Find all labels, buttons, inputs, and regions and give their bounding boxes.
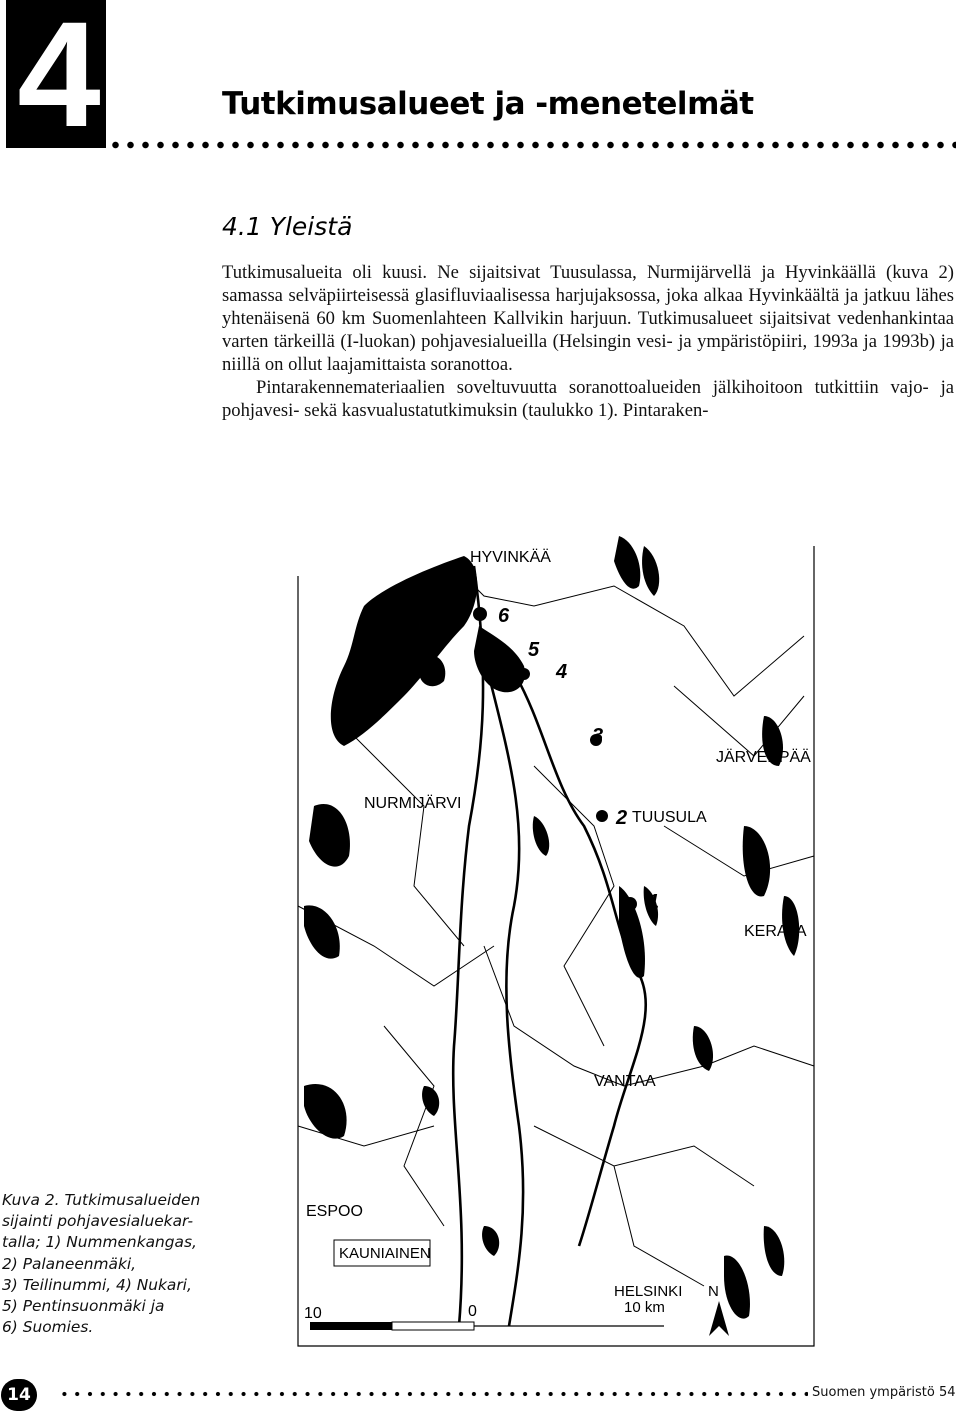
scale-left-label: 10 <box>304 1305 322 1322</box>
label-jarvenpaa: JÄRVENPÄÄ <box>716 749 811 766</box>
scale-unit-label: 10 km <box>624 1299 665 1316</box>
chapter-number: 4 <box>6 0 106 148</box>
label-hyvinkaa: HYVINKÄÄ <box>470 549 551 566</box>
scale-right-label: 0 <box>468 1303 477 1320</box>
caption-line: sijainti pohjavesialuekar- <box>2 1212 194 1231</box>
groundwater-map <box>284 526 824 1348</box>
label-kerava: KERAVA <box>744 923 807 940</box>
site-number-5: 5 <box>528 639 540 661</box>
site-number-6: 6 <box>498 605 510 627</box>
caption-line: 2) Palaneenmäki, <box>2 1254 137 1273</box>
site-number-4: 4 <box>556 661 568 683</box>
site-number-3: 3 <box>592 725 604 747</box>
caption-line: 6) Suomies. <box>2 1318 94 1337</box>
north-label: N <box>708 1283 719 1300</box>
figure-caption <box>2 1190 202 1338</box>
site-marker-1 <box>623 897 637 911</box>
roads <box>453 566 646 1326</box>
site-marker-5 <box>503 650 515 662</box>
page-number: 14 <box>1 1379 37 1411</box>
scale-bar-light <box>392 1322 474 1330</box>
label-nurmijarvi: NURMIJÄRVI <box>364 795 462 812</box>
caption-line: talla; 1) Nummenkangas, <box>2 1233 197 1252</box>
body-text <box>222 261 954 422</box>
caption-line: 3) Teilinummi, 4) Nukari, <box>2 1275 192 1294</box>
chapter-title: Tutkimusalueet ja -menetelmät <box>222 86 754 122</box>
caption-line: 5) Pentinsuonmäki ja <box>2 1297 165 1316</box>
site-marker-4 <box>518 668 530 680</box>
north-arrow-icon <box>709 1301 729 1336</box>
section-heading: 4.1 Yleistä <box>222 212 353 241</box>
label-tuusula: TUUSULA <box>632 809 707 826</box>
label-kauniainen: KAUNIAINEN <box>339 1245 431 1262</box>
site-marker-6 <box>473 607 487 621</box>
label-espoo: ESPOO <box>306 1203 363 1220</box>
paragraph-1: Tutkimusalueita oli kuusi. Ne sijaitsivat Tuusulassa, Nurmijärvellä ja Hyvinkäällä (kuva 2) samassa selväpiirteisessä glasifluviaalisessa harjujaksossa, joka alkaa Hyvinkäältä ja jatkuu lähes yhtenäisenä 60 km Suomenlahteen Kallvikin harjuun. Tutkimusalueet sijaitsivat vedenhankintaa varten tärkeillä (I-luokan) pohjavesialueilla (Helsingin vesi- ja ympäristöpiiri, 1993a ja 1993b) ja niillä on ollut laajamittaista soranottoa. <box>222 262 954 375</box>
site-marker-2 <box>596 810 608 822</box>
scale-bar-dark <box>310 1322 392 1330</box>
site-number-1: 1 <box>648 891 660 913</box>
label-vantaa: VANTAA <box>594 1073 656 1090</box>
dotted-rule-bottom <box>58 1390 808 1398</box>
caption-line: Kuva 2. Tutkimusalueiden <box>2 1191 201 1209</box>
groundwater-areas <box>304 536 799 1319</box>
label-helsinki: HELSINKI <box>614 1283 683 1300</box>
publication-name: Suomen ympäristö 54 <box>812 1385 956 1400</box>
paragraph-2: Pintarakennemateriaalien soveltuvuutta soranottoalueiden jälkihoitoon tutkittiin vajo- ja pohjavesi- sekä kasvualustatutkimuksin (taulukko 1). Pintaraken- <box>222 377 954 421</box>
dotted-rule-top <box>108 140 956 150</box>
site-number-2: 2 <box>616 807 628 829</box>
